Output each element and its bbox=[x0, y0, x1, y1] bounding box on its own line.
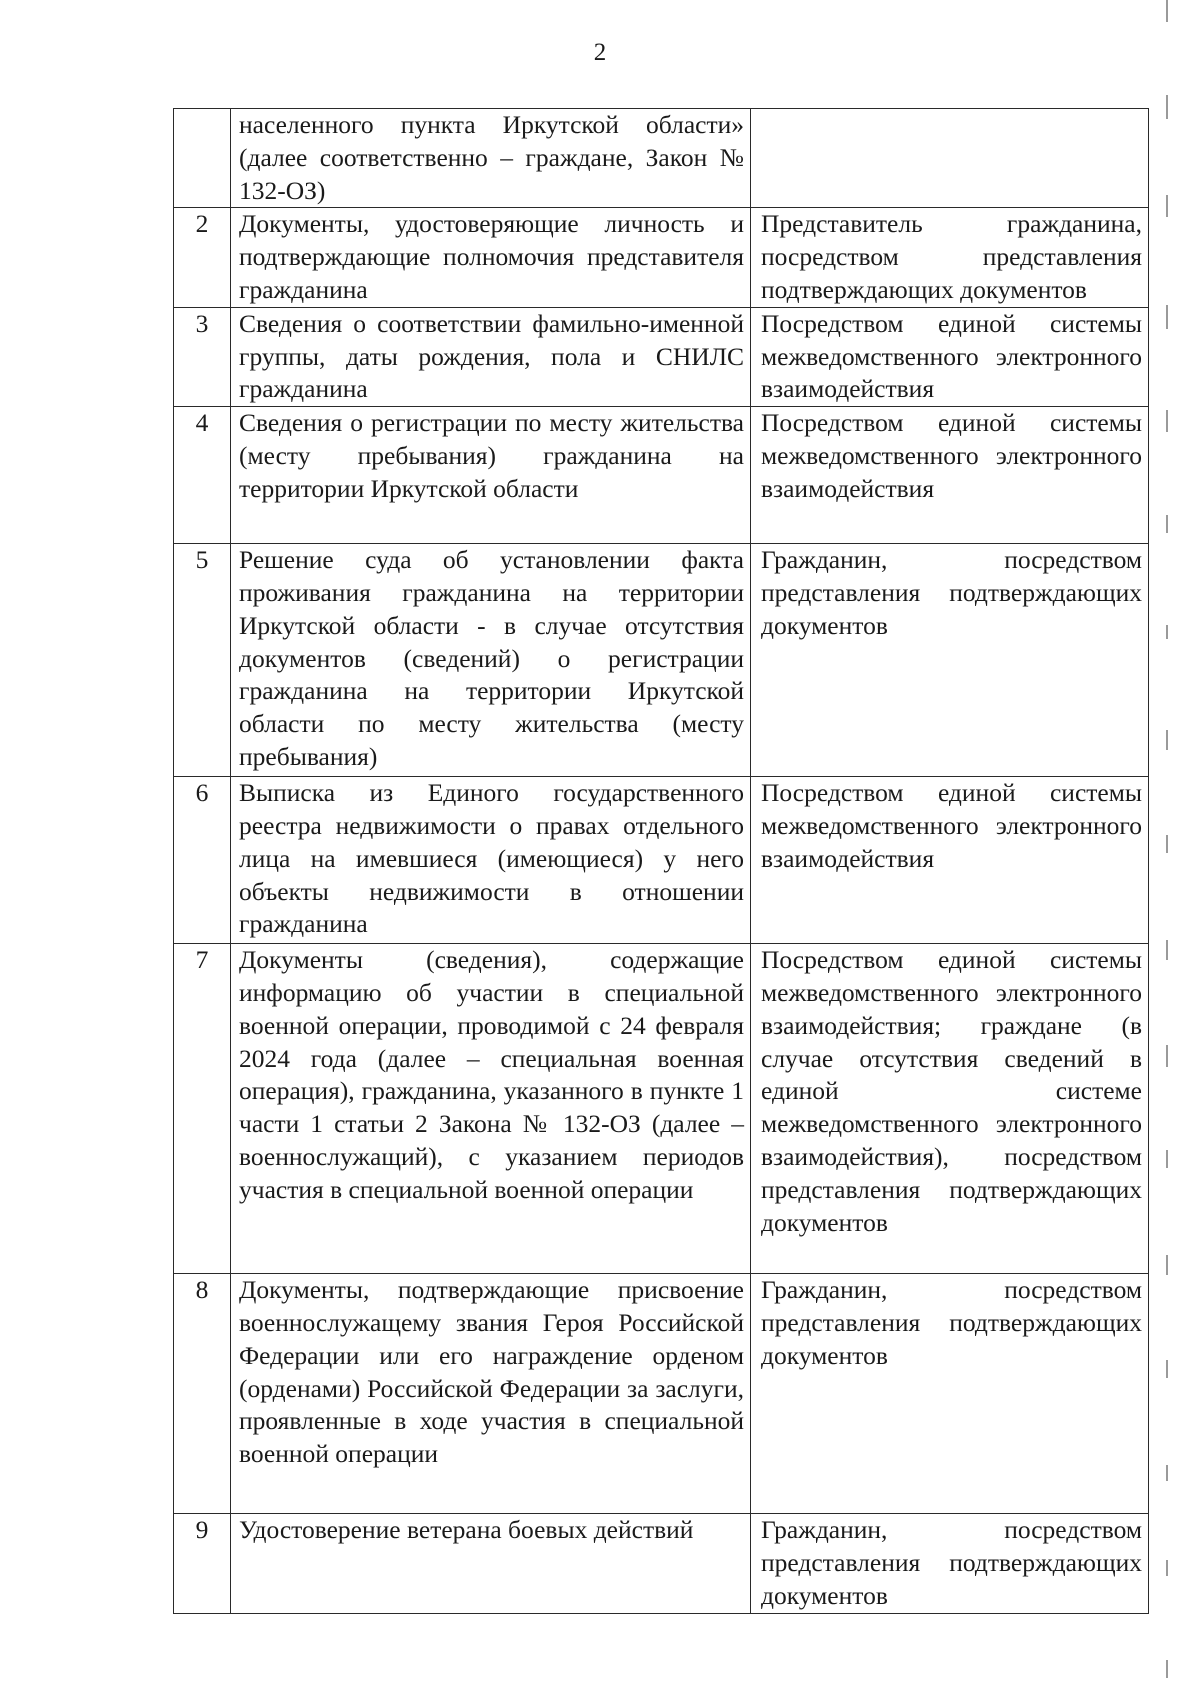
table-row bbox=[174, 944, 1149, 1274]
scan-edge-mark bbox=[1166, 0, 1168, 22]
scan-edge-mark bbox=[1166, 515, 1168, 533]
document-cell: Сведения о регистрации по месту жительства (месту пребывания) гражданина на территории Иркутской области bbox=[231, 407, 751, 544]
source-cell: Посредством единой системы межведомственного электронного взаимодействия bbox=[751, 307, 1149, 406]
row-number: 6 bbox=[174, 777, 231, 944]
scan-edge-mark bbox=[1166, 95, 1168, 119]
scan-edge-mark bbox=[1166, 940, 1168, 960]
scan-edge-mark bbox=[1166, 1465, 1168, 1481]
source-cell: Посредством единой системы межведомственного электронного взаимодействия bbox=[751, 407, 1149, 544]
scan-edge-mark bbox=[1166, 195, 1168, 217]
scan-edge-mark bbox=[1166, 1360, 1168, 1378]
row-number: 4 bbox=[174, 407, 231, 544]
scan-edge-mark bbox=[1166, 1150, 1168, 1168]
source-cell: Гражданин, посредством представления подтверждающих документов bbox=[751, 544, 1149, 777]
row-number: 9 bbox=[174, 1514, 231, 1613]
table-row bbox=[174, 777, 1149, 944]
scan-edge-mark bbox=[1166, 305, 1168, 329]
scan-edge-mark bbox=[1166, 1255, 1168, 1275]
document-cell: населенного пункта Иркутской области» (далее соответственно – граждане, Закон № 132-ОЗ) bbox=[231, 109, 751, 208]
document-cell: Документы, удостоверяющие личность и подтверждающие полномочия представителя гражданина bbox=[231, 208, 751, 307]
source-cell: Гражданин, посредством представления подтверждающих документов bbox=[751, 1274, 1149, 1514]
row-number: 2 bbox=[174, 208, 231, 307]
row-number: 3 bbox=[174, 307, 231, 406]
row-number bbox=[174, 109, 231, 208]
scan-edge-mark bbox=[1166, 1045, 1168, 1067]
document-cell: Документы, подтверждающие присвоение военнослужащему звания Героя Российской Федерации или его награждение орденом (орденами) Российской Федерации за заслуги, проявленные в ходе участия в специальной военной операции bbox=[231, 1274, 751, 1514]
documents-table bbox=[173, 108, 1149, 1614]
row-number: 8 bbox=[174, 1274, 231, 1514]
table-row bbox=[174, 1274, 1149, 1514]
table-row bbox=[174, 208, 1149, 307]
table-row bbox=[174, 1514, 1149, 1613]
document-cell: Выписка из Единого государственного реестра недвижимости о правах отдельного лица на имевшиеся (имеющиеся) у него объекты недвижимости в отношении гражданина bbox=[231, 777, 751, 944]
source-cell bbox=[751, 109, 1149, 208]
row-number: 5 bbox=[174, 544, 231, 777]
scan-edge-mark bbox=[1166, 1660, 1168, 1678]
source-cell: Посредством единой системы межведомственного электронного взаимодействия; граждане (в случае отсутствия сведений в единой системе межведомственного электронного взаимодействия), посредством представления подтверждающих документов bbox=[751, 944, 1149, 1274]
document-cell: Решение суда об установлении факта проживания гражданина на территории Иркутской области - в случае отсутствия документов (сведений) о регистрации гражданина на территории Иркутской области по месту жительства (месту пребывания) bbox=[231, 544, 751, 777]
source-cell: Посредством единой системы межведомственного электронного взаимодействия bbox=[751, 777, 1149, 944]
table-row bbox=[174, 307, 1149, 406]
scan-edge-mark bbox=[1166, 1560, 1168, 1576]
document-cell: Удостоверение ветерана боевых действий bbox=[231, 1514, 751, 1613]
table-row bbox=[174, 544, 1149, 777]
scan-edge-mark bbox=[1166, 730, 1168, 750]
source-cell: Представитель гражданина, посредством представления подтверждающих документов bbox=[751, 208, 1149, 307]
source-cell: Гражданин, посредством представления подтверждающих документов bbox=[751, 1514, 1149, 1613]
page-number: 2 bbox=[593, 39, 607, 66]
row-number: 7 bbox=[174, 944, 231, 1274]
scan-edge-mark bbox=[1166, 410, 1168, 432]
scan-edge-mark bbox=[1166, 625, 1168, 639]
scan-edge-mark bbox=[1166, 835, 1168, 853]
table-row bbox=[174, 407, 1149, 544]
table-row bbox=[174, 109, 1149, 208]
document-cell: Сведения о соответствии фамильно-именной группы, даты рождения, пола и СНИЛС гражданина bbox=[231, 307, 751, 406]
document-cell: Документы (сведения), содержащие информацию об участии в специальной военной операции, проводимой с 24 февраля 2024 года (далее – специальная военная операция), гражданина, указанного в пункте 1 части 1 статьи 2 Закона № 132-ОЗ (далее – военнослужащий), с указанием периодов участия в специальной военной операции bbox=[231, 944, 751, 1274]
